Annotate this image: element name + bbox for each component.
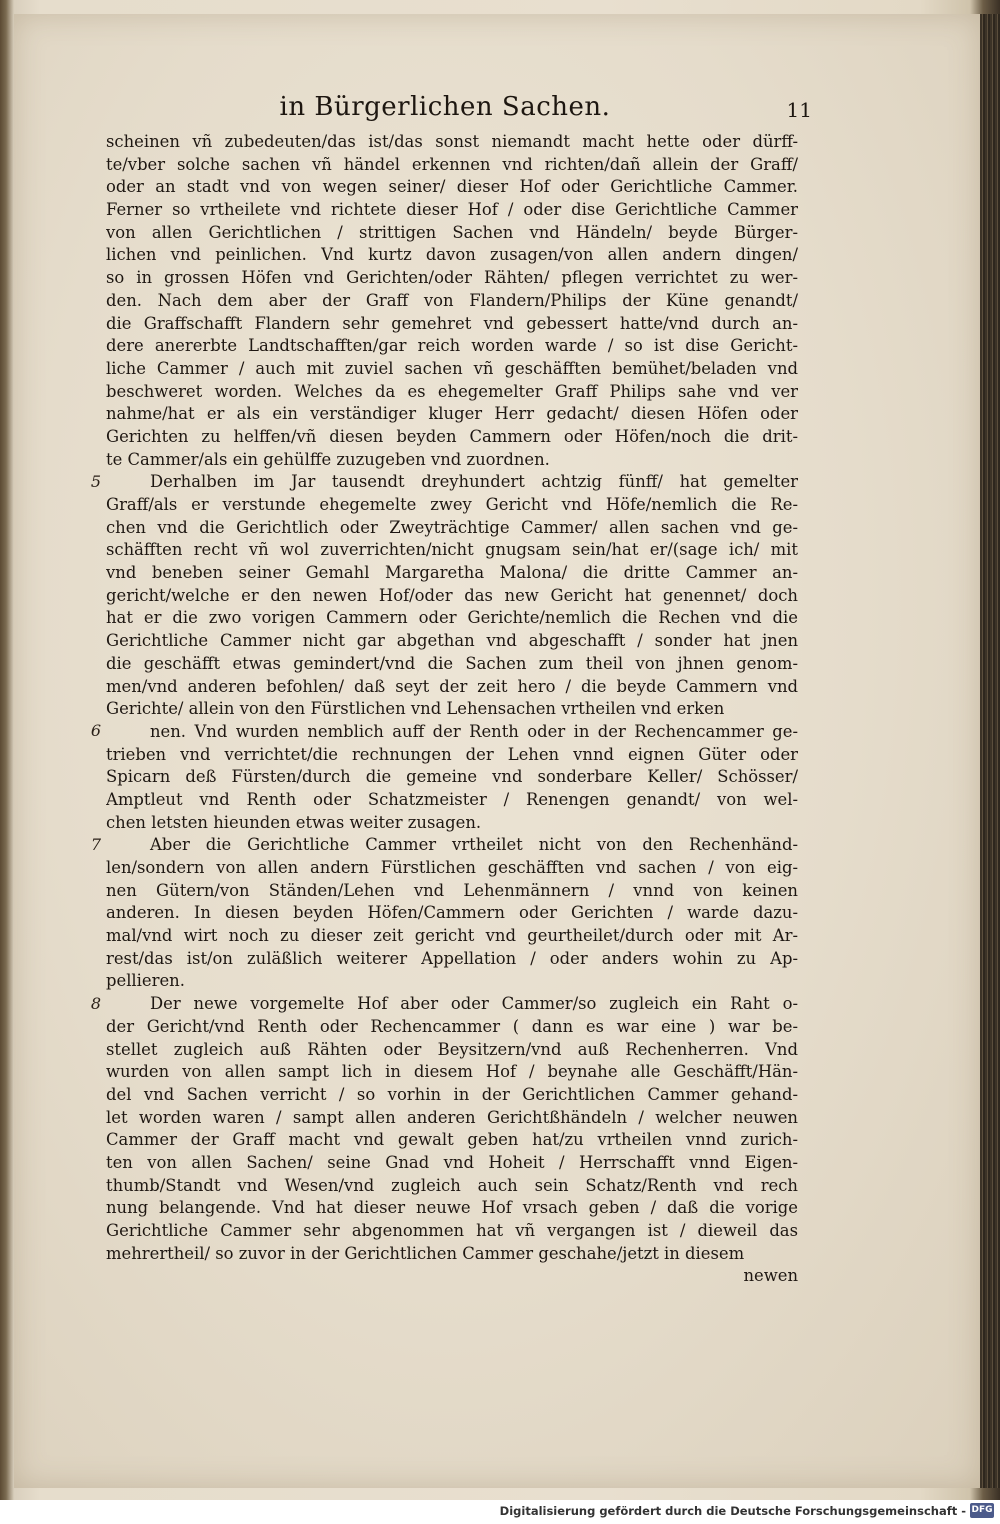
text-line: dere anererbte Landtschafften/gar reich worden warde / so ist dise Gericht-: [106, 336, 798, 356]
text-line: Derhalben im Jar tausendt dreyhundert achtzig fünff/ hat gemelter: [150, 472, 798, 492]
text-line: oder an stadt vnd von wegen seiner/ dieser Hof oder Gerichtliche Cammer.: [106, 177, 798, 197]
text-line: hat er die zwo vorigen Cammern oder Gerichte/nemlich die Rechen vnd die: [106, 608, 798, 628]
text-line: Der newe vorgemelte Hof aber oder Cammer/so zugleich ein Raht o-: [150, 994, 798, 1014]
text-line: ten von allen Sachen/ seine Gnad vnd Hoheit / Herrschafft vnnd Eigen-: [106, 1152, 798, 1172]
text-line: let worden waren / sampt allen anderen Gerichtßhändeln / welcher neuwen: [106, 1107, 798, 1127]
text-line: von allen Gerichtlichen / strittigen Sachen vnd Händeln/ beyde Bürger-: [106, 222, 798, 242]
text-line: anderen. In diesen beyden Höfen/Cammern oder Gerichten / warde dazu-: [106, 903, 798, 923]
text-line: Cammer der Graff macht vnd gewalt geben hat/zu vrtheilen vnnd zurich-: [106, 1130, 798, 1150]
text-line: pellieren.: [106, 971, 185, 991]
text-line: liche Cammer / auch mit zuviel sachen vñ geschäfften bemühet/beladen vnd: [106, 358, 798, 378]
text-line: nen Gütern/von Ständen/Lehen vnd Lehenmännern / vnnd von keinen: [106, 880, 798, 900]
dfg-logo-icon: DFG: [970, 1503, 994, 1518]
text-line: chen letsten hieunden etwas weiter zusagen.: [106, 812, 482, 832]
text-line: Gerichtliche Cammer sehr abgenommen hat vñ vergangen ist / dieweil das: [106, 1221, 798, 1240]
text-block: [90, 131, 798, 1288]
text-line: rest/das ist/on zuläßlich weiterer Appellation / oder anders wohin zu Ap-: [106, 948, 798, 968]
text-line: te Cammer/als ein gehülffe zuzugeben vnd zuordnen.: [106, 449, 550, 469]
page-number: 11: [786, 98, 812, 122]
text-line: mehrertheil/ so zuvor in der Gerichtlichen Cammer geschahe/jetzt in diesem: [106, 1243, 745, 1263]
text-line: schäfften recht vñ wol zuverrichten/nicht gnugsam sein/hat er/(sage ich/ mit: [106, 540, 798, 560]
text-line: nen. Vnd wurden nemblich auff der Renth oder in der Rechencammer ge-: [150, 721, 798, 741]
digitization-credit: Digitalisierung gefördert durch die Deutsche Forschungsgemeinschaft -: [499, 1504, 966, 1518]
text-line: men/vnd anderen befohlen/ daß seyt der zeit hero / die beyde Cammern vnd: [106, 676, 798, 696]
text-line: del vnd Sachen verricht / so vorhin in der Gerichtlichen Cammer gehand-: [106, 1084, 798, 1104]
text-line: gericht/welche er den newen Hof/oder das new Gericht hat genennet/ doch: [106, 585, 798, 605]
text-line: die Graffschafft Flandern sehr gemehret vnd gebessert hatte/vnd durch an-: [106, 313, 798, 333]
text-line: lichen vnd peinlichen. Vnd kurtz davon zusagen/von allen andern dingen/: [106, 245, 798, 265]
text-line: die geschäfft etwas gemindert/vnd die Sachen zum theil von jhnen genom-: [106, 653, 798, 673]
text-line: Gerichtliche Cammer nicht gar abgethan vnd abgeschafft / sonder hat jnen: [106, 631, 798, 651]
text-line: nahme/hat er als ein verständiger kluger Herr gedacht/ diesen Höfen oder: [106, 404, 798, 424]
text-line: Gerichten zu helffen/vñ diesen beyden Cammern oder Höfen/noch die drit-: [106, 426, 798, 446]
text-line: der Gericht/vnd Renth oder Rechencammer ( dann es war eine ) war be-: [106, 1016, 798, 1036]
text-line: te/vber solche sachen vñ händel erkennen vnd richten/dañ allein der Graff/: [106, 154, 798, 174]
marginal-paragraph-number: 8: [90, 993, 102, 1013]
catchword: newen: [743, 1266, 798, 1286]
text-line: Spicarn deß Fürsten/durch die gemeine vnd sonderbare Keller/ Schösser/: [106, 767, 798, 787]
text-line: vnd beneben seiner Gemahl Margaretha Malona/ die dritte Cammer an-: [106, 563, 798, 583]
text-line: Amptleut vnd Renth oder Schatzmeister / Renengen genandt/ von wel-: [106, 789, 798, 809]
text-line: Gerichte/ allein von den Fürstlichen vnd Lehensachen vrtheilen vnd erken: [106, 699, 725, 719]
text-line: Aber die Gerichtliche Cammer vrtheilet nicht von den Rechenhänd-: [150, 835, 798, 855]
text-line: thumb/Standt vnd Wesen/vnd zugleich auch sein Schatz/Renth vnd rech: [106, 1175, 798, 1195]
running-head: in Bürgerlichen Sachen.: [279, 92, 611, 122]
page-header: [90, 92, 812, 128]
marginal-paragraph-number: 5: [90, 471, 102, 491]
text-line: beschweret worden. Welches da es ehegemelter Graff Philips sahe vnd ver: [106, 381, 798, 401]
marginal-paragraph-number: 7: [90, 834, 102, 854]
text-line: stellet zugleich auß Rähten oder Beysitzern/vnd auß Rechenherren. Vnd: [106, 1039, 798, 1059]
text-line: trieben vnd verrichtet/die rechnungen der Lehen vnnd eignen Güter oder: [106, 744, 798, 764]
text-line: Ferner so vrtheilete vnd richtete dieser Hof / oder dise Gerichtliche Cammer: [106, 200, 798, 220]
text-line: Graff/als er verstunde ehegemelte zwey Gericht vnd Höfe/nemlich die Re-: [106, 495, 798, 514]
text-line: chen vnd die Gerichtlich oder Zweyträchtige Cammer/ allen sachen vnd ge-: [106, 517, 798, 537]
text-line: len/sondern von allen andern Fürstlichen geschäfften vnd sachen / von eig-: [106, 858, 798, 877]
text-line: nung belangende. Vnd hat dieser neuwe Hof vrsach geben / daß die vorige: [106, 1198, 798, 1218]
marginal-paragraph-number: 6: [90, 721, 102, 741]
page-edge: [980, 14, 1000, 1488]
text-line: wurden von allen sampt lich in diesem Hof / beynahe alle Geschäfft/Hän-: [106, 1062, 798, 1082]
text-line: mal/vnd wirt noch zu dieser zeit gericht vnd geurtheilet/durch oder mit Ar-: [106, 926, 798, 946]
text-line: so in grossen Höfen vnd Gerichten/oder Rähten/ pflegen verrichtet zu wer-: [106, 268, 798, 288]
text-line: den. Nach dem aber der Graff von Flandern/Philips der Küne genandt/: [106, 290, 798, 310]
text-line: scheinen vñ zubedeuten/das ist/das sonst niemandt macht hette oder dürff-: [106, 132, 798, 151]
